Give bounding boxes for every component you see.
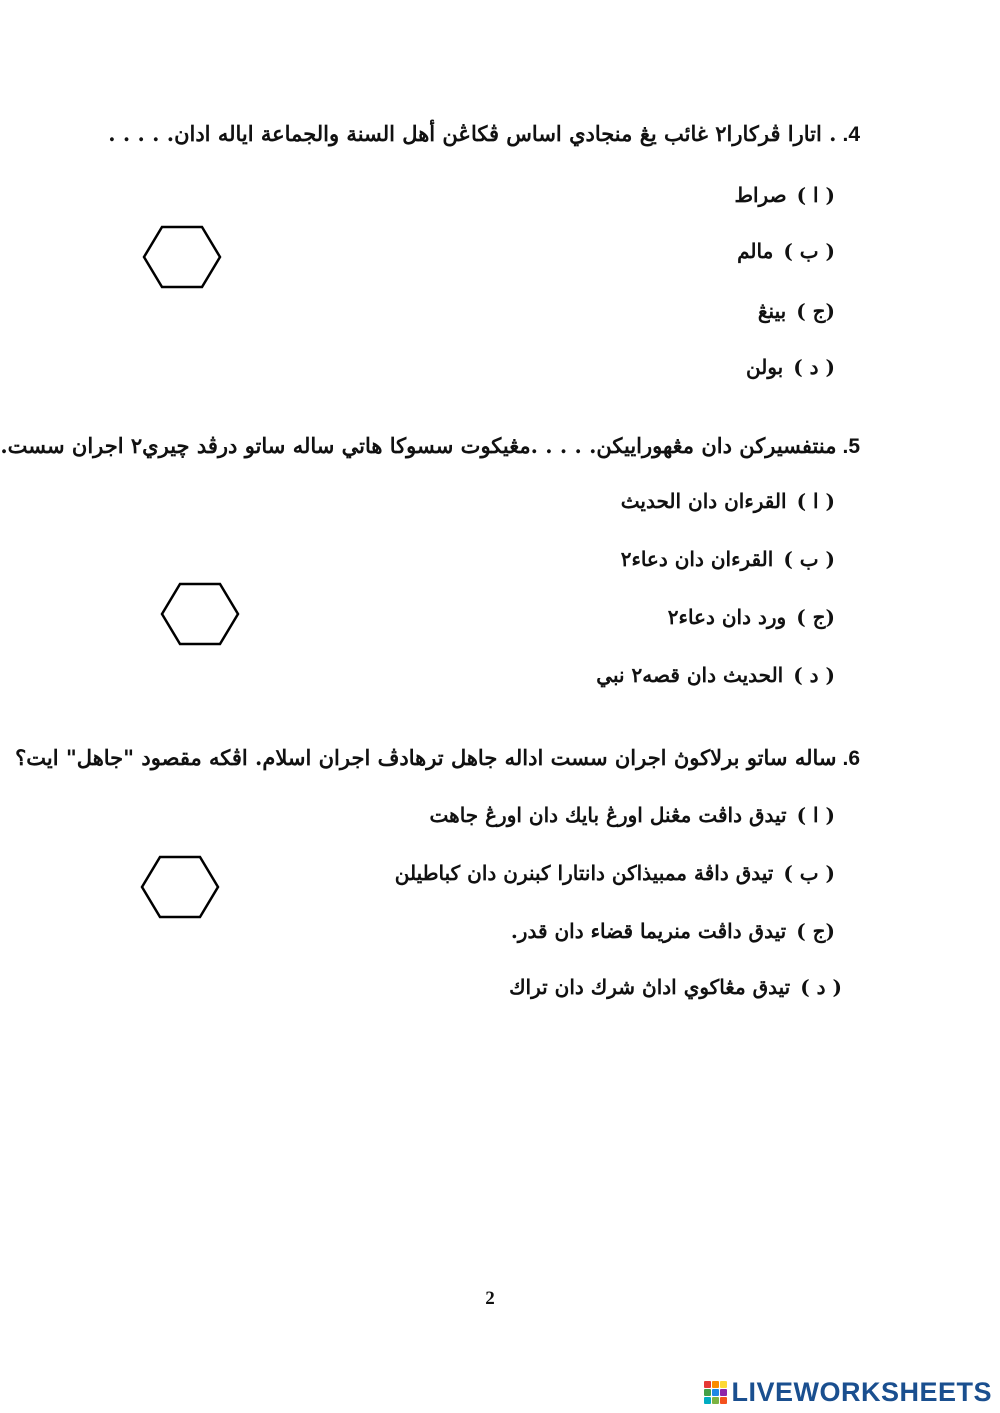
logo-cell <box>712 1381 719 1388</box>
liveworksheets-logo-icon <box>704 1381 727 1404</box>
question-number: 5. <box>842 435 860 458</box>
option-text: تيدق داڤة ممبيذاکن دانتارا کبنرن دان کباطيلن <box>394 861 774 885</box>
option-text: تيدق مڠاکوي اداڽ شرك دان تراك <box>509 975 791 999</box>
option-a <box>621 486 835 516</box>
option-label: (ج ) <box>796 299 835 323</box>
logo-cell <box>720 1381 727 1388</box>
brand-name: LIVEWORKSHEETS <box>731 1376 992 1407</box>
option-c <box>758 296 835 326</box>
hexagon-icon[interactable] <box>160 582 240 646</box>
logo-cell <box>704 1397 711 1404</box>
option-label: ( د ) <box>793 355 835 379</box>
question-number: 6. <box>842 747 860 770</box>
hexagon-icon[interactable] <box>142 225 222 289</box>
option-text: الحديث دان قصه٢ نبي <box>596 663 784 687</box>
option-text: تيدق داڤت مڠنل اورڠ بايك دان اورڠ جاهت <box>429 803 787 827</box>
question-body: ساله ساتو برلاکوڽ اجران سست اداله جاهل ترهادڤ اجران اسلام. اڤکه مقصود "جاهل" ايت؟ <box>15 745 837 770</box>
option-text: صراط <box>734 183 787 207</box>
option-text: تيدق داڤت منريما قضاء دان قدر. <box>510 919 787 943</box>
logo-cell <box>720 1397 727 1404</box>
question-text <box>0 430 860 462</box>
logo-cell <box>704 1381 711 1388</box>
option-text: مالم <box>737 239 774 263</box>
option-c <box>511 916 835 946</box>
option-label: ( ب ) <box>783 239 835 263</box>
option-b <box>737 236 835 266</box>
option-d <box>509 972 842 1002</box>
option-text: القرءان دان دعاء٢ <box>620 547 774 571</box>
option-b <box>621 544 835 574</box>
question-body: منتفسيرکن دان مڠهوراييکن. . . . .مڠيکوت سسوکا هاتي ساله ساتو درڤد چيري٢ اجران سست. <box>0 433 837 458</box>
option-label: (ج ) <box>796 605 835 629</box>
question-body: . اتارا ڤركارا٢ غائب يڠ منجادي اساس ڤكاڠن أهل السنة والجماعة اياله ادان. . . . . <box>108 121 837 146</box>
option-label: (ج ) <box>796 919 835 943</box>
question-number: 4. <box>842 123 860 146</box>
question-6 <box>15 742 860 1012</box>
question-5 <box>0 430 860 700</box>
option-label: ( ب ) <box>783 547 835 571</box>
option-label: ( ا ) <box>796 803 835 827</box>
option-label: ( د ) <box>793 663 835 687</box>
option-label: ( ا ) <box>796 489 835 513</box>
question-text <box>108 118 860 150</box>
liveworksheets-footer[interactable] <box>704 1376 992 1408</box>
logo-cell <box>712 1389 719 1396</box>
option-d <box>746 352 835 382</box>
option-a <box>735 180 836 210</box>
option-text: بينڠ <box>757 299 787 323</box>
logo-cell <box>704 1389 711 1396</box>
option-a <box>430 800 835 830</box>
option-label: ( د ) <box>800 975 842 999</box>
option-d <box>596 660 835 690</box>
page-number: 2 <box>485 1288 495 1309</box>
question-text <box>15 742 860 774</box>
option-text: ورد دان دعاء٢ <box>667 605 787 629</box>
option-label: ( ا ) <box>796 183 835 207</box>
logo-cell <box>712 1397 719 1404</box>
option-c <box>668 602 835 632</box>
option-b <box>395 858 835 888</box>
logo-cell <box>720 1389 727 1396</box>
option-text: بولن <box>746 355 784 379</box>
hexagon-icon[interactable] <box>140 855 220 919</box>
option-label: ( ب ) <box>783 861 835 885</box>
question-4 <box>108 118 860 388</box>
option-text: القرءان دان الحديث <box>620 489 787 513</box>
